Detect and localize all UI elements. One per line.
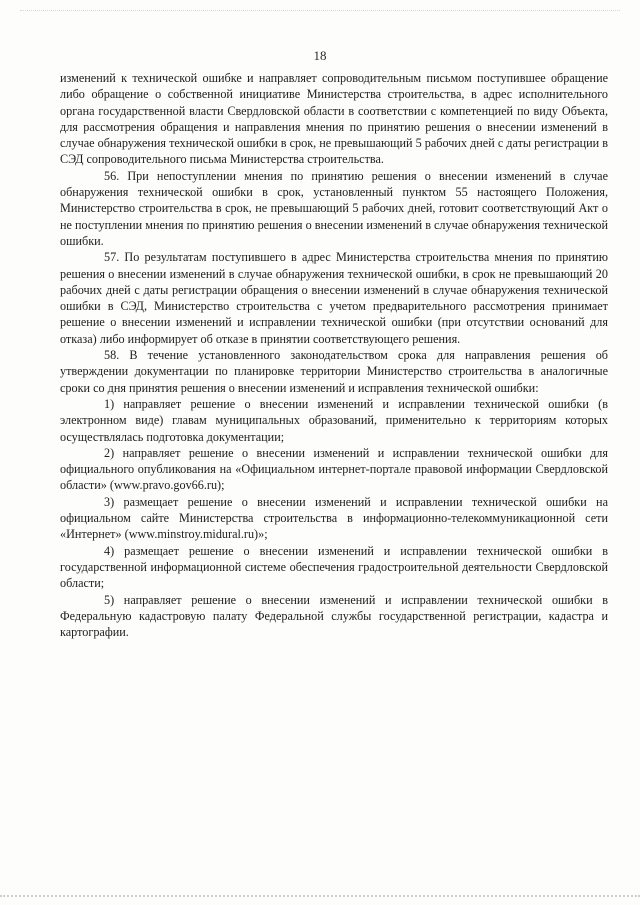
document-body — [60, 70, 608, 640]
list-item-4: 4) размещает решение о внесении изменений и исправлении технической ошибки в государственной информационной системе обеспечения градостроительной деятельности Свердловской области; — [60, 543, 608, 591]
page-number: 18 — [313, 48, 327, 63]
paragraph-56: 56. При непоступлении мнения по принятию решения о внесении изменений в случае обнаружения технической ошибки в срок, установленный пунктом 55 настоящего Положения, Министерство строительства в срок, не превышающий 5 рабочих дней, готовит соответствующий Акт о не поступлении мнения по принятию решения о внесении изменений в случае обнаружения технической ошибки. — [60, 168, 608, 248]
list-item-5: 5) направляет решение о внесении изменений и исправлении технической ошибки в Федеральную кадастровую палату Федеральной службы государственной регистрации, кадастра и картографии. — [60, 592, 608, 640]
scan-edge-top — [20, 10, 620, 12]
list-item-3: 3) размещает решение о внесении изменений и исправлении технической ошибки на официальном сайте Министерства строительства в информационно-телекоммуникационной сети «Интернет» (www.minstroy.midural.ru)»; — [60, 494, 608, 542]
paragraph-continuation: изменений к технической ошибке и направляет сопроводительным письмом поступившее обращение либо обращение о собственной инициативе Министерства строительства, в адрес исполнительного органа государственной власти Свердловской области в соответствии с компетенцией по виду Объекта, для рассмотрения обращения и направления мнения по принятию решения о внесении изменений в случае обнаружения технической ошибки в срок, не превышающий 5 рабочих дней с даты регистрации в СЭД сопроводительного письма Министерства строительства. — [60, 71, 608, 167]
list-item-1: 1) направляет решение о внесении изменений и исправлении технической ошибки (в электронном виде) главам муниципальных образований, применительно к территориям которых осуществлялась подготовка документации; — [60, 396, 608, 444]
scan-edge-bottom — [0, 895, 640, 899]
list-item-2: 2) направляет решение о внесении изменений и исправлении технической ошибки для официального опубликования на «Официальном интернет-портале правовой информации Свердловской области» (www.pravo.gov66.ru); — [60, 445, 608, 493]
paragraph-58: 58. В течение установленного законодательством срока для направления решения об утверждении документации по планировке территории Министерство строительства в аналогичные сроки со дня принятия решения о внесении изменений и исправления технической ошибки: — [60, 348, 608, 395]
paragraph-57: 57. По результатам поступившего в адрес Министерства строительства мнения по принятию решения о внесении изменений в случае обнаружения технической ошибки, в срок не превышающий 20 рабочих дней с даты регистрации обращения о внесении изменений в случае обнаружения технической ошибки в СЭД, Министерство строительства с учетом предварительного рассмотрения принимает решение о внесении изменений и исправлении технической ошибки (при отсутствии оснований для отказа) либо информирует об отказе в принятии соответствующего решения. — [60, 250, 608, 346]
